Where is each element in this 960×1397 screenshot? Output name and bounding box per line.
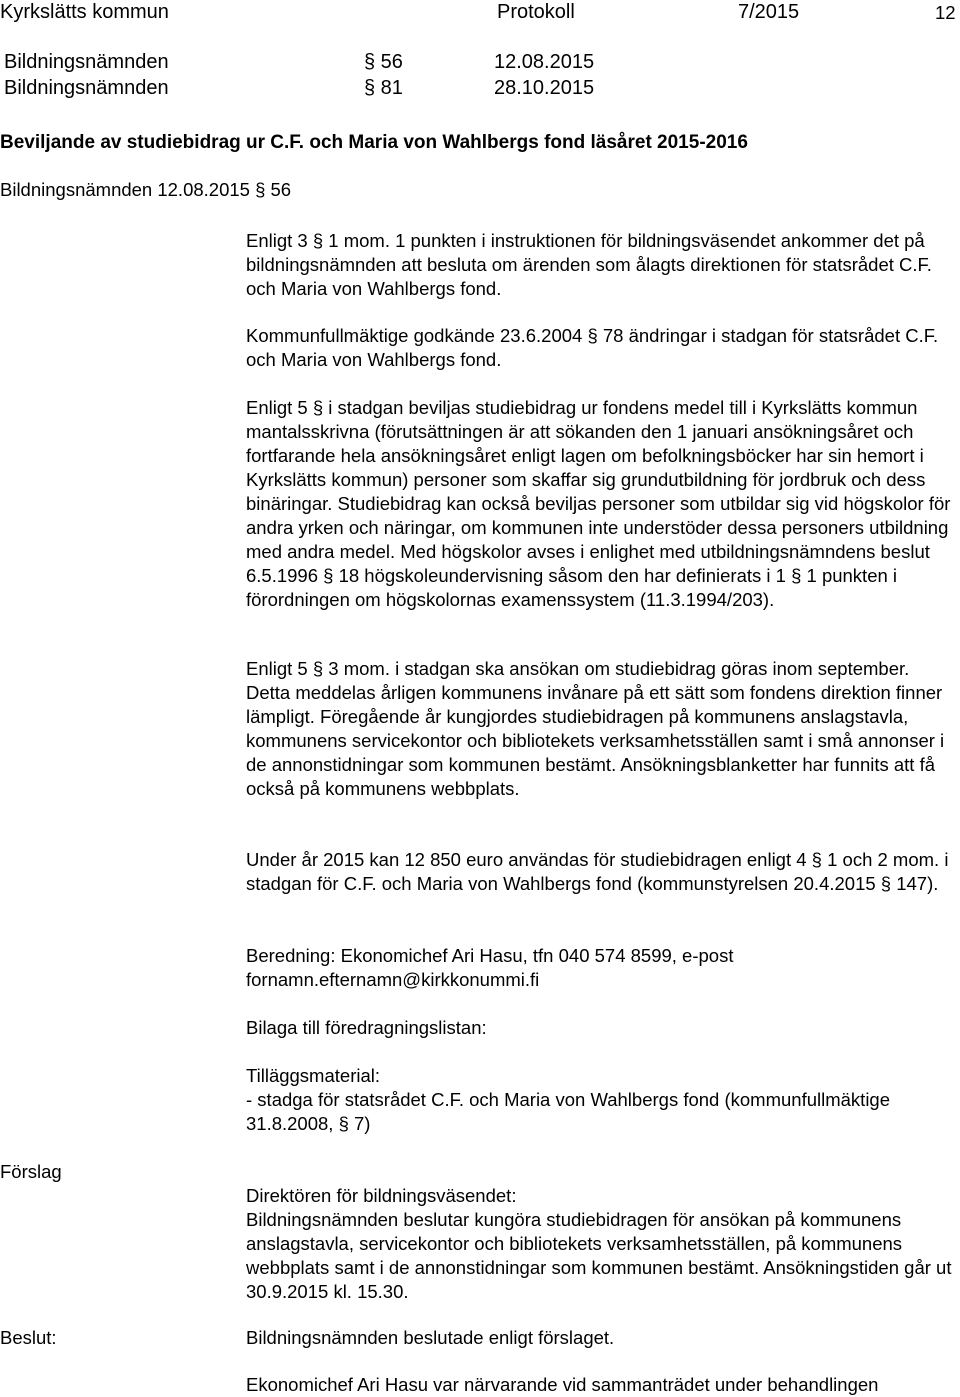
supplementary-item: - stadga för statsrådet C.F. och Maria von Wahlbergs fond (kommunfullmäktige 31.8.2008, § 7) bbox=[246, 1089, 891, 1134]
decision-text: Bildningsnämnden beslutade enligt förslaget. bbox=[246, 1327, 615, 1348]
item-title: Beviljande av studiebidrag ur C.F. och Maria von Wahlbergs fond läsåret 2015-2016 bbox=[0, 132, 748, 153]
supplementary-heading: Tilläggsmaterial: bbox=[246, 1065, 380, 1086]
attachment-label: Bilaga till föredragningslistan: bbox=[246, 1017, 487, 1038]
attendance-note: Ekonomichef Ari Hasu var närvarande vid sammanträdet under behandlingen bbox=[246, 1374, 879, 1395]
document-type: Protokoll bbox=[497, 1, 575, 23]
meeting-body: Bildningsnämnden bbox=[4, 77, 169, 99]
meeting-date: 28.10.2015 bbox=[494, 77, 595, 99]
proposal-by: Direktören för bildningsväsendet: bbox=[246, 1185, 517, 1206]
proposal-block bbox=[246, 1184, 956, 1304]
paragraph-statute-amendment: Kommunfullmäktige godkände 23.6.2004 § 78 ändringar i stadgan för statsrådet C.F. och Maria von Wahlbergs fond. bbox=[246, 325, 939, 370]
paragraph-application: Enligt 5 § 3 mom. i stadgan ska ansökan om studiebidrag göras inom september. Detta meddelas årligen kommunens invånare på ett sätt som fondens direktion finner lämpligt. Föregående år kungjordes studiebidragen på kommunens anslagstavla, kommunens servicekontor och bibliotekets verksamhetsställen samt i små annonser i de annonstidningar som kommunen bestämt. Ansökningsblanketter har funnits att få också på kommunens webbplats. bbox=[246, 658, 945, 799]
supplementary-material bbox=[246, 1064, 956, 1136]
page-number: 12 bbox=[935, 2, 956, 23]
meeting-section: § 56 bbox=[364, 51, 403, 73]
proposal-text: Bildningsnämnden beslutar kungöra studiebidragen för ansökan på kommunens anslagstavla, servicekontor och bibliotekets verksamhetsställen, på kommunens webbplats samt i de annonstidningar som kommunen bestämt. Ansökningstiden går ut 30.9.2015 kl. 15.30. bbox=[246, 1209, 952, 1302]
meeting-section: § 81 bbox=[364, 77, 403, 99]
paragraph-budget: Under år 2015 kan 12 850 euro användas för studiebidragen enligt 4 § 1 och 2 mom. i stadgan för C.F. och Maria von Wahlbergs fond (kommunstyrelsen 20.4.2015 § 147). bbox=[246, 849, 949, 894]
paragraph-eligibility: Enligt 5 § i stadgan beviljas studiebidrag ur fondens medel till i Kyrkslätts kommun mantalsskrivna (förutsättningen är att sökanden den 1 januari ansökningsåret och fortfarande hela ansökningsåret enligt lagen om befolkningsböcker har sin hemort i Kyrkslätts kommun) personer som skaffar sig grundutbildning för jordbruk och dess binäringar. Studiebidrag kan också beviljas personer som utbildar sig vid högskolor för andra yrken och näringar, om kommunen inte understöder dessa personers utbildning med andra medel. Med högskolor avses i enlighet med utbildningsnämndens beslut 6.5.1996 § 18 högskoleundervisning såsom den har definierats i 1 § 1 punkten i förordningen om högskolornas examenssystem (11.3.1994/203). bbox=[246, 397, 951, 610]
protocol-number: 7/2015 bbox=[738, 1, 800, 23]
paragraph-preparation: Beredning: Ekonomichef Ari Hasu, tfn 040 574 8599, e-post fornamn.efternamn@kirkkonummi.fi bbox=[246, 945, 734, 990]
decision-label: Beslut: bbox=[0, 1327, 57, 1348]
meeting-date: 12.08.2015 bbox=[494, 51, 595, 73]
municipality-name: Kyrkslätts kommun bbox=[0, 1, 169, 23]
session-reference: Bildningsnämnden 12.08.2015 § 56 bbox=[0, 179, 292, 200]
paragraph-instruction: Enligt 3 § 1 mom. 1 punkten i instruktionen för bildningsväsendet ankommer det på bildningsnämnden att besluta om ärenden som ålagts direktionen för statsrådet C.F. och Maria von Wahlbergs fond. bbox=[246, 230, 932, 299]
meeting-body: Bildningsnämnden bbox=[4, 51, 169, 73]
proposal-label: Förslag bbox=[0, 1161, 62, 1182]
